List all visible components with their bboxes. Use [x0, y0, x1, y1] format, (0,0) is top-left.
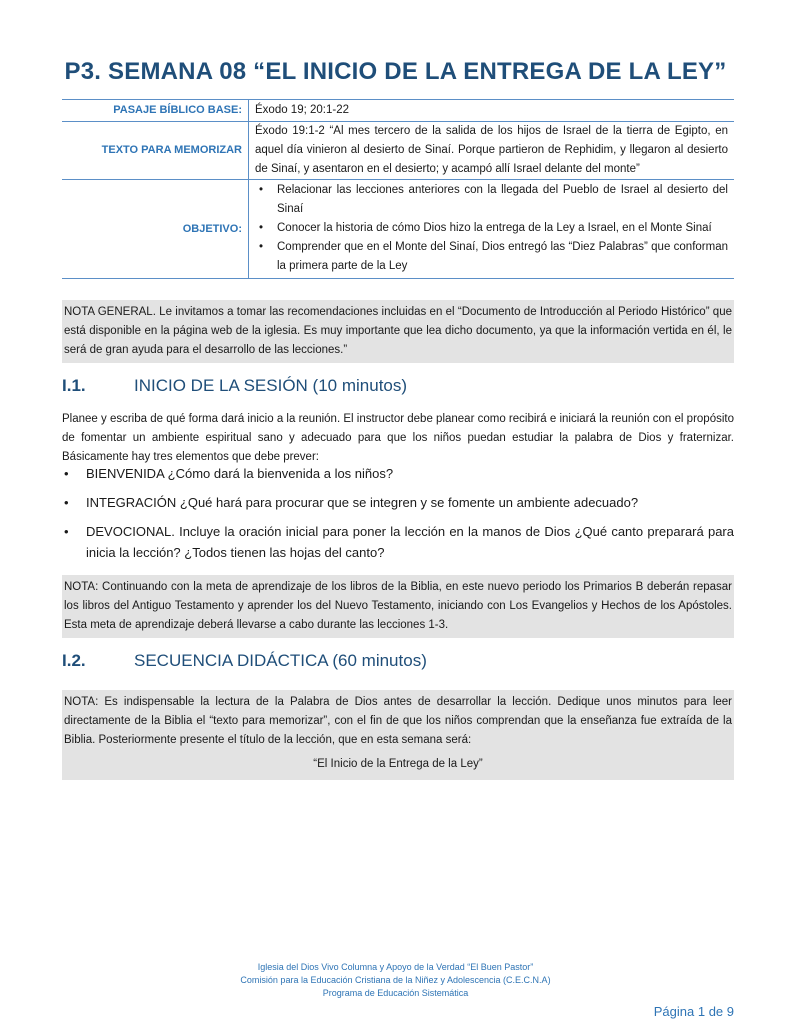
nota-libros — [62, 575, 734, 638]
section-heading-1 — [62, 376, 407, 396]
objetivo-item: • Relacionar las lecciones anteriores con la llegada del Pueblo de Israel al desierto del Sinaí — [277, 181, 728, 219]
list-item-text: INTEGRACIÓN ¿Qué hará para procurar que se integren y se fomente un ambiente adecuado? — [86, 495, 639, 510]
nota-lectura — [62, 690, 734, 780]
texto-row — [62, 122, 734, 180]
texto-label: TEXTO PARA MEMORIZAR — [62, 122, 249, 180]
section-1-intro: Planee y escriba de qué forma dará inicio a la reunión. El instructor debe planear como recibirá e iniciará la reunión con el propósito de fomentar un ambiente espiritual sano y adecuado para que los niños puedan estudiar la palabra de Dios y fraternizar. Básicamente hay tres elementos que debe prever: — [62, 413, 734, 463]
section-number: I.1. — [62, 376, 86, 395]
page-title: P3. SEMANA 08 “EL INICIO DE LA ENTREGA DE LA LEY” — [64, 58, 727, 85]
pasaje-label: PASAJE BÍBLICO BASE: — [62, 100, 249, 122]
texto-value: Éxodo 19:1-2 “Al mes tercero de la salida de los hijos de Israel de la tierra de Egipto, en aquel día vinieron al desierto de Sinaí. Porque partieron de Rephidim, y llegaron al desierto de Sinaí, y asentaron en el desierto; y acampó allí Israel delante del monte” — [255, 125, 728, 175]
lesson-info-table — [62, 99, 734, 279]
list-item-text: DEVOCIONAL. Incluye la oración inicial para poner la lección en la manos de Dios ¿Qué canto preparará para inicia la lección? ¿Todos tienen las hojas del canto? — [86, 524, 734, 560]
section-number: I.2. — [62, 651, 86, 670]
objetivo-list-cell — [249, 180, 735, 279]
footer-line: Comisión para la Educación Cristiana de la Niñez y Adolescencia (C.E.C.N.A) — [240, 975, 551, 985]
nota-general-text: NOTA GENERAL. Le invitamos a tomar las recomendaciones incluidas en el “Documento de Introducción al Periodo Histórico” que está disponible en la página web de la iglesia. Es muy importante que lea dicho documento, ya que la información vertida en él, le será de gran ayuda para el desarrollo de las lecciones.” — [64, 306, 732, 356]
section-name: INICIO DE LA SESIÓN (10 minutos) — [134, 376, 408, 395]
footer-line: Iglesia del Dios Vivo Columna y Apoyo de la Verdad “El Buen Pastor” — [257, 962, 534, 972]
pasaje-row — [62, 100, 734, 122]
section-name: SECUENCIA DIDÁCTICA (60 minutos) — [134, 651, 427, 670]
list-item: • BIENVENIDA ¿Cómo dará la bienvenida a los niños? — [62, 463, 734, 484]
list-item: • INTEGRACIÓN ¿Qué hará para procurar que se integren y se fomente un ambiente adecuado? — [62, 492, 734, 513]
objetivo-label: OBJETIVO: — [62, 180, 249, 279]
nota-libros-text: NOTA: Continuando con la meta de aprendizaje de los libros de la Biblia, en este nuevo periodo los Primarios B deberán repasar los libros del Antiguo Testamento y aprender los del Nuevo Testamento, iniciando con Los Evangelios y Hechos de los Apóstoles. Esta meta de aprendizaje deberá llevarse a cabo durante las lecciones 1-3. — [64, 581, 732, 631]
pasaje-value: Éxodo 19; 20:1-22 — [255, 104, 349, 116]
objetivo-row — [62, 180, 734, 279]
page-number: Página 1 de 9 — [653, 1004, 734, 1019]
objetivo-list — [255, 181, 728, 276]
footer-line: Programa de Educación Sistemática — [322, 988, 469, 998]
objetivo-item: • Conocer la historia de cómo Dios hizo la entrega de la Ley a Israel, en el Monte Sinaí — [277, 219, 728, 238]
footer — [0, 961, 791, 1000]
list-item-text: BIENVENIDA ¿Cómo dará la bienvenida a los niños? — [86, 466, 394, 481]
lesson-title: “El Inicio de la Entrega de la Ley” — [313, 758, 483, 770]
nota-lectura-text: NOTA: Es indispensable la lectura de la Palabra de Dios antes de desarrollar la lección. Dedique unos minutos para leer directamente de la Biblia el “texto para memorizar”, con el fin de que los niños comprendan que la enseñanza fue extraída de la Biblia. Posteriormente presente el título de la lección, que en esta semana será: — [64, 696, 732, 746]
list-item: • DEVOCIONAL. Incluye la oración inicial para poner la lección en la manos de Dios ¿Qué canto preparará para inicia la lección? ¿Todos tienen las hojas del canto? — [62, 521, 734, 563]
nota-general — [62, 300, 734, 363]
section-heading-2 — [62, 651, 427, 671]
objetivo-item: • Comprender que en el Monte del Sinaí, Dios entregó las “Diez Palabras” que conforman la primera parte de la Ley — [277, 238, 728, 276]
